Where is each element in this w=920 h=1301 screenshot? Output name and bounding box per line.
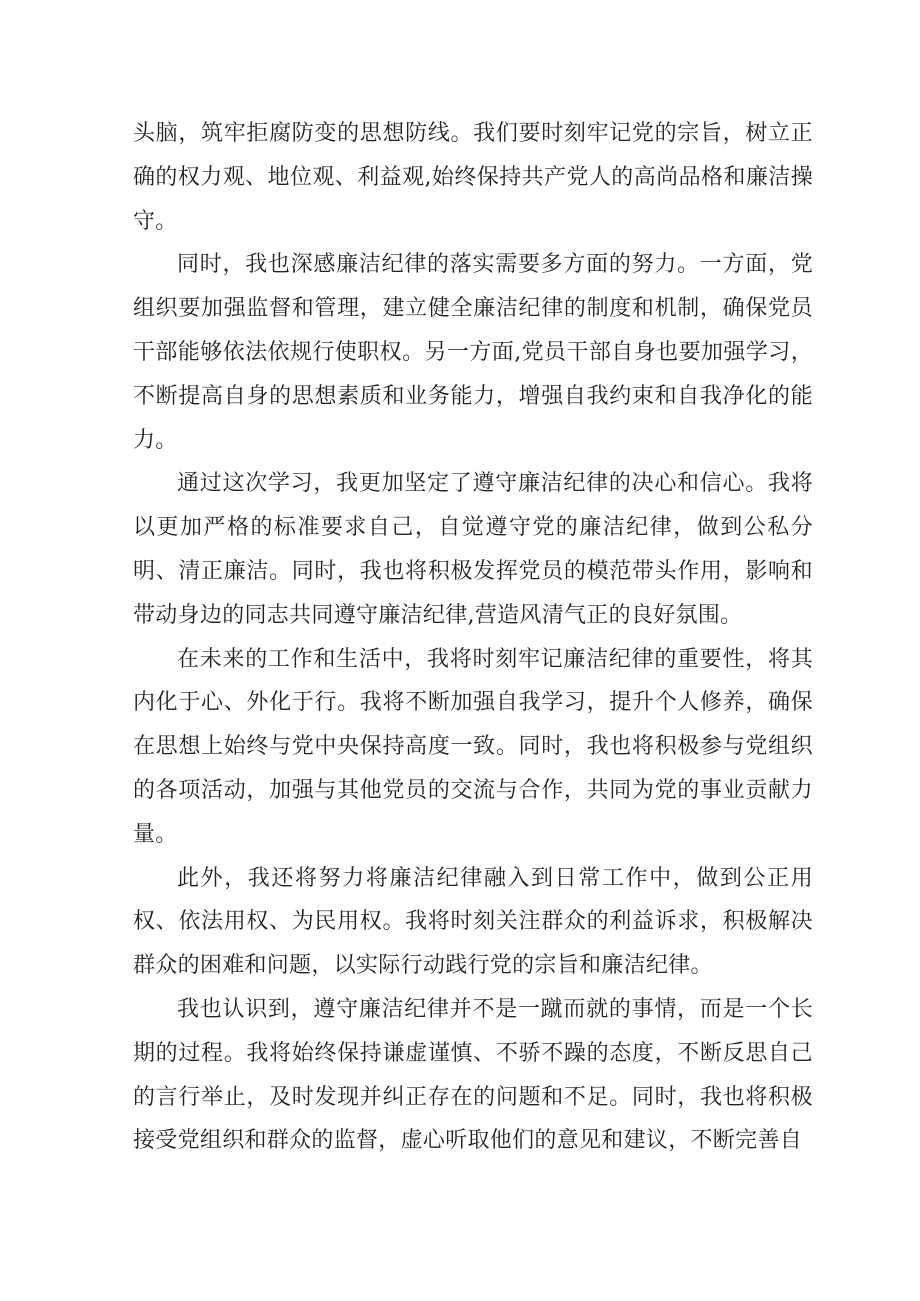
document-body (133, 112, 813, 1163)
paragraph-1: 头脑，筑牢拒腐防变的思想防线。我们要时刻牢记党的宗旨，树立正确的权力观、地位观、利益观,始终保持共产党人的高尚品格和廉洁操守。 (133, 121, 813, 234)
paragraph-3: 通过这次学习，我更加坚定了遵守廉洁纪律的决心和信心。我将以更加严格的标准要求自己，自觉遵守党的廉洁纪律，做到公私分明、清正廉洁。同时，我也将积极发挥党员的模范带头作用，影响和带动身边的同志共同遵守廉洁纪律,营造风清气正的良好氛围。 (133, 471, 813, 628)
paragraph-2: 同时，我也深感廉洁纪律的落实需要多方面的努力。一方面，党组织要加强监督和管理，建立健全廉洁纪律的制度和机制，确保党员干部能够依法依规行使职权。另一方面,党员干部自身也要加强学习，不断提高自身的思想素质和业务能力，增强自我约束和自我净化的能力。 (133, 252, 813, 453)
paragraph-5: 此外，我还将努力将廉洁纪律融入到日常工作中，做到公正用权、依法用权、为民用权。我将时刻关注群众的利益诉求，积极解决群众的困难和问题，以实际行动践行党的宗旨和廉洁纪律。 (133, 865, 813, 979)
paragraph-6: 我也认识到，遵守廉洁纪律并不是一蹴而就的事情，而是一个长期的过程。我将始终保持谦虚谨慎、不骄不躁的态度，不断反思自己的言行举止，及时发现并纠正存在的问题和不足。同时，我也将积极接受党组织和群众的监督，虚心听取他们的意见和建议，不断完善自 (133, 996, 813, 1154)
paragraph-4: 在未来的工作和生活中，我将时刻牢记廉洁纪律的重要性，将其内化于心、外化于行。我将不断加强自我学习，提升个人修养，确保在思想上始终与党中央保持高度一致。同时，我也将积极参与党组织的各项活动，加强与其他党员的交流与合作，共同为党的事业贡献力量。 (133, 646, 813, 847)
